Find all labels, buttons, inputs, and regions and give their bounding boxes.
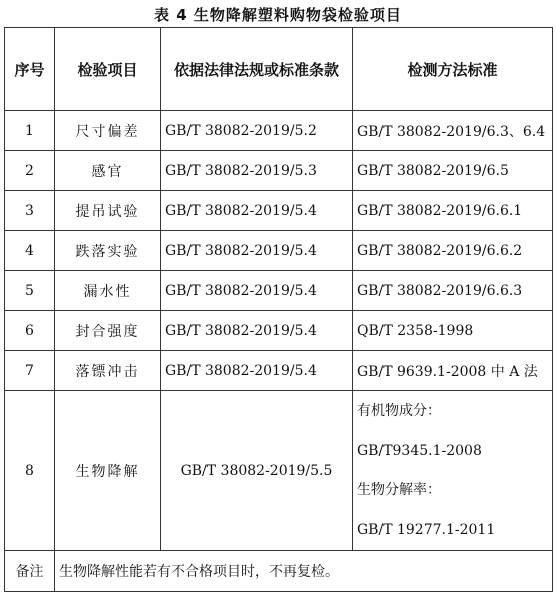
cell-index: 4 [5, 231, 55, 271]
cell-index: 5 [5, 271, 55, 311]
table-row [5, 191, 553, 231]
table-row [5, 231, 553, 271]
cell-item: 落镖冲击 [55, 351, 161, 391]
note-row [5, 551, 553, 592]
cell-item: 生物降解 [55, 391, 161, 551]
cell-method: GB/T 38082-2019/6.6.1 [353, 191, 553, 231]
header-index: 序号 [5, 28, 55, 111]
cell-index: 3 [5, 191, 55, 231]
note-text: 生物降解性能若有不合格项目时，不再复检。 [55, 551, 553, 592]
cell-basis: GB/T 38082-2019/5.4 [161, 231, 353, 271]
inspection-table [4, 27, 553, 592]
cell-index: 7 [5, 351, 55, 391]
cell-method: GB/T 9639.1-2008 中 A 法 [353, 351, 553, 391]
cell-index: 8 [5, 391, 55, 551]
cell-basis: GB/T 38082-2019/5.5 [161, 391, 353, 551]
cell-method [353, 391, 553, 551]
method-line: 有机物成分： [357, 402, 441, 419]
header-item: 检验项目 [55, 28, 161, 111]
table-row [5, 111, 553, 151]
cell-method: GB/T 38082-2019/6.3、6.4 [353, 111, 553, 151]
header-row [5, 28, 553, 111]
method-line: GB/T9345.1-2008 [357, 442, 482, 459]
cell-basis: GB/T 38082-2019/5.2 [161, 111, 353, 151]
cell-method: QB/T 2358-1998 [353, 311, 553, 351]
cell-item: 提吊试验 [55, 191, 161, 231]
cell-index: 2 [5, 151, 55, 191]
cell-item: 感官 [55, 151, 161, 191]
cell-index: 1 [5, 111, 55, 151]
cell-basis: GB/T 38082-2019/5.4 [161, 351, 353, 391]
cell-method: GB/T 38082-2019/6.5 [353, 151, 553, 191]
cell-basis: GB/T 38082-2019/5.4 [161, 191, 353, 231]
note-label: 备注 [5, 551, 55, 592]
cell-item: 漏水性 [55, 271, 161, 311]
header-basis: 依据法律法规或标准条款 [161, 28, 353, 111]
table-title: 表 4 生物降解塑料购物袋检验项目 [154, 6, 402, 24]
cell-basis: GB/T 38082-2019/5.4 [161, 311, 353, 351]
method-line: GB/T 19277.1-2011 [357, 522, 496, 539]
header-method: 检测方法标准 [353, 28, 553, 111]
cell-item: 封合强度 [55, 311, 161, 351]
table-row [5, 311, 553, 351]
table-row [5, 151, 553, 191]
cell-basis: GB/T 38082-2019/5.3 [161, 151, 353, 191]
cell-basis: GB/T 38082-2019/5.4 [161, 271, 353, 311]
table-row [5, 271, 553, 311]
cell-item: 跌落实验 [55, 231, 161, 271]
cell-index: 6 [5, 311, 55, 351]
table-row-8 [5, 391, 553, 551]
cell-method: GB/T 38082-2019/6.6.3 [353, 271, 553, 311]
cell-item: 尺寸偏差 [55, 111, 161, 151]
method-line: 生物分解率： [357, 482, 441, 499]
table-row [5, 351, 553, 391]
cell-method: GB/T 38082-2019/6.6.2 [353, 231, 553, 271]
